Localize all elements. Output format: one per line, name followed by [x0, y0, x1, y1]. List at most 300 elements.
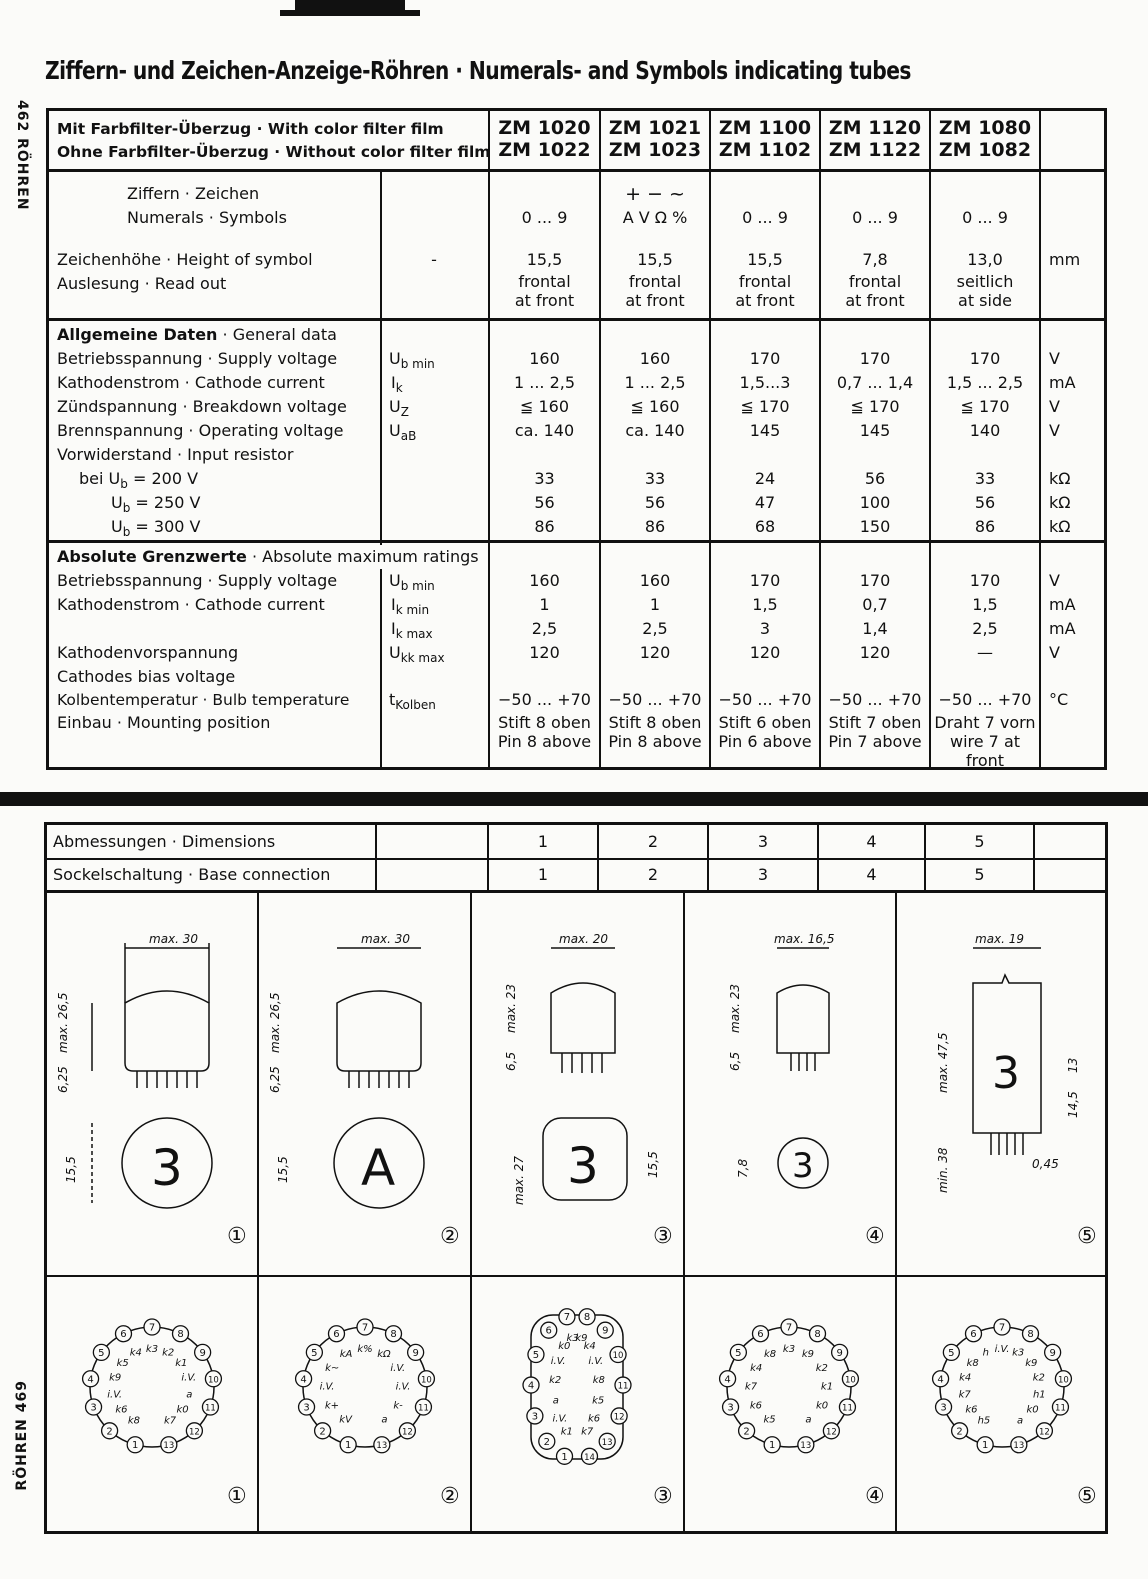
operating-voltage-4: 145: [859, 421, 891, 440]
height-1: 15,5: [526, 250, 563, 269]
electrode-label: k1: [175, 1357, 188, 1369]
tube-header-3: ZM 1100 ZM 1102: [718, 117, 812, 161]
readout-3: frontal at front: [735, 272, 795, 310]
breakdown-voltage-1: ≦ 160: [519, 397, 570, 416]
bias-4: 120: [859, 643, 891, 662]
electrode-label: k~: [325, 1362, 340, 1374]
operating-voltage-5: 140: [969, 421, 1001, 440]
svg-text:max. 19: max. 19: [975, 932, 1025, 946]
resistor-250v-4: 100: [859, 493, 891, 512]
base-number-3: ③: [653, 1484, 673, 1509]
svg-text:15,5: 15,5: [276, 1156, 290, 1183]
pin-number: 1: [131, 1440, 139, 1452]
svg-text:15,5: 15,5: [64, 1156, 78, 1183]
pin-number: 2: [543, 1436, 550, 1448]
electrode-label: k3: [1012, 1347, 1025, 1359]
dimensions-table: [44, 822, 1108, 1534]
readout-5: seitlich at side: [956, 272, 1014, 310]
bias-3: 120: [749, 643, 781, 662]
cathode-current-unit: mA: [1049, 373, 1076, 392]
pin-number: 5: [532, 1350, 540, 1362]
pin-number: 9: [602, 1325, 609, 1337]
dim-num-2: 2: [647, 832, 659, 851]
drawing-number-4: ④: [865, 1224, 885, 1249]
tube-drawing-5: [936, 932, 1080, 1193]
cathode-current-label: Kathodenstrom · Cathode current: [57, 373, 325, 392]
pin-number: 3: [531, 1411, 539, 1423]
drawing-number-2: ②: [440, 1224, 460, 1249]
electrode-label: k0: [558, 1341, 571, 1353]
operating-voltage-1: ca. 140: [514, 421, 575, 440]
pin-number: 3: [90, 1402, 97, 1414]
cathode-current-3: 1,5...3: [739, 373, 791, 392]
bulb-temp-1: −50 ... +70: [498, 690, 591, 709]
svg-text:3: 3: [567, 1137, 599, 1195]
base-num-2: 2: [647, 865, 659, 884]
kmax-5: 2,5: [972, 619, 998, 638]
electrode-label: k2: [162, 1347, 175, 1359]
electrode-label: k7: [958, 1389, 971, 1401]
pin-number: 4: [87, 1374, 94, 1386]
cathode-current-5: 1,5 ... 2,5: [946, 373, 1024, 392]
pin-number: 13: [376, 1441, 388, 1452]
operating-voltage-label: Brennspannung · Operating voltage: [57, 421, 344, 440]
pin-number: 12: [1038, 1427, 1050, 1438]
base-number-5: ⑤: [1077, 1484, 1097, 1509]
scan-mark: [280, 10, 420, 16]
electrode-label: h5: [977, 1415, 991, 1427]
supply-voltage-4: 170: [859, 349, 891, 368]
electrode-label: k8: [127, 1415, 141, 1427]
max-supply-symbol: $U_{b min}$: [389, 571, 435, 594]
breakdown-voltage-symbol: $U_Z$: [389, 397, 409, 420]
data-table: [46, 108, 1107, 770]
supply-voltage-symbol: $U_{b min}$: [389, 349, 435, 372]
breakdown-voltage-3: ≦ 170: [740, 397, 790, 416]
pin-number: 10: [208, 1375, 219, 1386]
mounting-2: Stift 8 oben Pin 8 above: [608, 713, 702, 751]
pin-number: 10: [421, 1375, 432, 1386]
input-resistor-label: Vorwiderstand · Input resistor: [57, 445, 294, 464]
svg-text:3: 3: [992, 1048, 1020, 1099]
symbols-1: 0 ... 9: [521, 208, 568, 227]
pin-number: 3: [727, 1402, 734, 1414]
resistor-200v-5: 33: [974, 469, 996, 488]
pin-number: 2: [743, 1426, 750, 1438]
electrode-label: k8: [764, 1349, 777, 1361]
max-ratings-heading: Absolute Grenzwerte · Absolute maximum ratings: [57, 545, 483, 569]
kmin-unit: mA: [1049, 595, 1076, 614]
bias-label-en: Cathodes bias voltage: [57, 667, 236, 686]
bulb-temp-3: −50 ... +70: [718, 690, 812, 709]
svg-text:6,25: 6,25: [268, 1066, 282, 1093]
pin-number: 6: [333, 1329, 340, 1341]
base-num-1: 1: [537, 865, 549, 884]
breakdown-voltage-5: ≦ 170: [960, 397, 1010, 416]
resistor-200v-3: 24: [754, 469, 776, 488]
electrode-label: kA: [339, 1349, 353, 1361]
svg-text:min. 38: min. 38: [936, 1147, 950, 1193]
side-header-top: 462 RÖHREN: [14, 100, 30, 211]
page-title: Ziffern- und Zeichen-Anzeige-Röhren · Numerals- and Symbols indicating tubes: [45, 56, 911, 85]
resistor-300v-3: 68: [754, 517, 776, 536]
electrode-label: a: [1016, 1415, 1024, 1427]
max-supply-4: 170: [859, 571, 891, 590]
base-number-4: ④: [865, 1484, 885, 1509]
electrode-label: k4: [583, 1341, 596, 1353]
bulb-temp-label: Kolbentemperatur · Bulb temperature: [57, 691, 350, 709]
breakdown-voltage-unit: V: [1049, 397, 1060, 416]
dim-num-4: 4: [866, 832, 877, 851]
pin-number: 11: [842, 1403, 853, 1414]
bulb-temp-5: −50 ... +70: [938, 690, 1032, 709]
pin-number: 2: [956, 1426, 963, 1438]
resistor-300v-2: 86: [644, 517, 666, 536]
numerals-label-en: Numerals · Symbols: [127, 208, 287, 227]
symbols-2: A V Ω %: [622, 208, 688, 227]
operating-voltage-unit: V: [1049, 421, 1060, 440]
pin-number: 4: [527, 1380, 535, 1392]
svg-text:max. 26,5: max. 26,5: [56, 992, 70, 1053]
kmin-4: 0,7: [862, 595, 888, 614]
electrode-label: k8: [966, 1357, 979, 1369]
numerals-label-de: Ziffern · Zeichen: [127, 184, 260, 203]
pin-number: 12: [825, 1427, 837, 1438]
mounting-3: Stift 6 oben Pin 6 above: [718, 713, 812, 751]
kmax-1: 2,5: [531, 619, 558, 638]
electrode-label: k0: [176, 1404, 189, 1416]
electrode-label: k4: [750, 1362, 763, 1374]
supply-voltage-2: 160: [639, 349, 671, 368]
pin-number: 8: [177, 1329, 184, 1341]
svg-text:6,5: 6,5: [504, 1051, 518, 1071]
operating-voltage-2: ca. 140: [625, 421, 685, 440]
pin-number: 6: [545, 1325, 552, 1337]
bias-5: —: [977, 643, 993, 662]
kmax-4: 1,4: [862, 619, 888, 638]
electrode-label: i.V.: [550, 1355, 566, 1367]
pin-number: 9: [1049, 1347, 1056, 1359]
pin-number: 3: [303, 1402, 310, 1414]
pin-number: 11: [617, 1381, 629, 1392]
svg-text:max. 20: max. 20: [559, 932, 609, 946]
base-diagram-5: [933, 1319, 1072, 1453]
svg-text:max. 26,5: max. 26,5: [268, 992, 282, 1053]
electrode-label: i.V.: [319, 1381, 335, 1393]
pin-number: 12: [401, 1427, 413, 1438]
resistor-200v-unit: kΩ: [1049, 469, 1071, 488]
resistor-200v-4: 56: [864, 469, 886, 488]
electrode-label: k8: [592, 1375, 605, 1387]
resistor-300v-5: 86: [974, 517, 996, 536]
base-connection-diagrams: [47, 1277, 1105, 1531]
tube-header-1: ZM 1020 ZM 1022: [498, 117, 591, 161]
bias-unit: V: [1049, 643, 1060, 662]
electrode-label: i.V.: [107, 1389, 123, 1401]
svg-text:max. 27: max. 27: [512, 1155, 526, 1205]
pin-number: 5: [735, 1347, 742, 1359]
max-supply-5: 170: [969, 571, 1001, 590]
resistor-200v-label: bei $U_b = 200$ V: [79, 469, 199, 492]
pin-number: 5: [948, 1347, 955, 1359]
svg-text:A: A: [361, 1139, 396, 1197]
electrode-label: k6: [115, 1404, 128, 1416]
electrode-label: a: [186, 1389, 193, 1401]
mounting-5: Draht 7 vorn wire 7 at front: [934, 713, 1036, 770]
svg-text:6,5: 6,5: [728, 1051, 742, 1071]
kmin-1: 1: [539, 595, 550, 614]
side-header-bottom: RÖHREN 469: [14, 1380, 30, 1491]
pin-number: 8: [814, 1329, 821, 1341]
electrode-label: k0: [1026, 1404, 1039, 1416]
electrode-label: k6: [749, 1400, 762, 1412]
pin-number: 4: [724, 1374, 731, 1386]
electrode-label: k4: [959, 1372, 972, 1384]
pin-number: 9: [836, 1347, 843, 1359]
bulb-temp-4: −50 ... +70: [828, 690, 922, 709]
electrode-label: i.V.: [390, 1362, 406, 1374]
tube-header-4: ZM 1120 ZM 1122: [828, 117, 922, 161]
pin-number: 4: [937, 1374, 944, 1386]
electrode-label: k7: [744, 1381, 758, 1393]
readout-2: frontal at front: [625, 272, 685, 310]
kmin-3: 1,5: [752, 595, 778, 614]
tube-drawing-4: [728, 932, 835, 1188]
electrode-label: k-: [393, 1400, 403, 1412]
pin-number: 8: [1027, 1329, 1034, 1341]
electrode-label: k5: [592, 1395, 605, 1407]
breakdown-voltage-2: ≦ 160: [630, 397, 680, 416]
height-4: 7,8: [862, 250, 888, 269]
electrode-label: k5: [763, 1414, 776, 1426]
pin-number: 7: [148, 1322, 156, 1334]
base-diagram-1: [83, 1319, 222, 1453]
svg-text:3: 3: [792, 1146, 814, 1186]
pin-number: 13: [800, 1441, 812, 1452]
svg-text:3: 3: [151, 1139, 183, 1197]
pin-number: 12: [613, 1412, 625, 1423]
pin-number: 8: [390, 1329, 397, 1341]
electrode-label: k6: [588, 1413, 601, 1425]
pin-number: 1: [561, 1451, 568, 1463]
kmax-2: 2,5: [642, 619, 668, 638]
electrode-label: k5: [116, 1357, 129, 1369]
svg-text:max. 47,5: max. 47,5: [936, 1032, 950, 1093]
pin-number: 7: [998, 1322, 1006, 1334]
tube-drawing-2: [268, 932, 424, 1208]
electrode-label: k7: [581, 1426, 594, 1438]
drawing-number-5: ⑤: [1077, 1224, 1097, 1249]
symbols-4: 0 ... 9: [852, 208, 898, 227]
tube-header-2: ZM 1021 ZM 1023: [608, 117, 702, 161]
height-label: Zeichenhöhe · Height of symbol: [57, 250, 313, 269]
resistor-300v-4: 150: [859, 517, 891, 536]
pin-number: 1: [768, 1440, 776, 1452]
kmax-unit: mA: [1049, 619, 1076, 638]
drawing-number-1: ①: [227, 1224, 247, 1249]
without-filter-label: Ohne Farbfilter-Überzug · Without color filter film: [57, 143, 491, 161]
height-symbol: -: [431, 250, 437, 269]
pin-number: 10: [845, 1375, 856, 1386]
readout-label: Auslesung · Read out: [57, 274, 227, 293]
resistor-300v-unit: kΩ: [1049, 517, 1071, 536]
max-supply-1: 160: [529, 571, 560, 590]
electrode-label: k6: [965, 1404, 978, 1416]
kmax-3: 3: [759, 619, 771, 638]
electrode-label: k1: [820, 1381, 834, 1393]
electrode-label: i.V.: [181, 1372, 197, 1384]
symbols-5: 0 ... 9: [962, 208, 1008, 227]
electrode-label: kΩ: [377, 1349, 391, 1361]
svg-text:max. 23: max. 23: [728, 983, 742, 1033]
symbols-3: 0 ... 9: [742, 208, 788, 227]
pin-number: 7: [785, 1322, 793, 1334]
electrode-label: k2: [815, 1362, 828, 1374]
cathode-current-1: 1 ... 2,5: [513, 373, 576, 392]
pin-number: 10: [1058, 1375, 1069, 1386]
svg-text:max. 30: max. 30: [361, 932, 411, 946]
electrode-label: k1: [560, 1426, 573, 1438]
svg-text:6,25: 6,25: [56, 1066, 70, 1093]
resistor-300v-1: 86: [534, 517, 555, 536]
pin-number: 10: [612, 1351, 624, 1362]
electrode-label: k3: [145, 1344, 159, 1355]
mounting-4: Stift 7 oben Pin 7 above: [828, 713, 922, 751]
electrode-label: k9: [801, 1349, 814, 1361]
supply-voltage-1: 160: [529, 349, 560, 368]
svg-text:max. 16,5: max. 16,5: [774, 932, 835, 946]
electrode-label: k0: [816, 1400, 829, 1412]
general-data-heading: Allgemeine Daten · General data: [57, 325, 337, 344]
pin-number: 7: [563, 1312, 571, 1324]
resistor-300v-label: $U_b = 300$ V: [111, 517, 201, 540]
with-filter-label: Mit Farbfilter-Überzug · With color filter film: [57, 120, 444, 138]
resistor-250v-3: 47: [754, 493, 776, 512]
bulb-temp-unit: °C: [1049, 690, 1069, 709]
pin-number: 14: [584, 1452, 595, 1463]
pin-number: 13: [163, 1441, 175, 1452]
cathode-current-symbol: $I_k$: [391, 373, 403, 396]
svg-text:max. 30: max. 30: [149, 932, 199, 946]
drawing-number-3: ③: [653, 1224, 673, 1249]
base-diagram-2: [296, 1319, 435, 1453]
electrode-label: i.V.: [588, 1355, 604, 1367]
separator-bar: [0, 792, 1148, 806]
supply-voltage-label: Betriebsspannung · Supply voltage: [57, 349, 338, 368]
readout-4: frontal at front: [845, 272, 905, 310]
pin-number: 11: [1055, 1403, 1066, 1414]
pin-number: 6: [970, 1329, 977, 1341]
electrode-label: i.V.: [552, 1413, 568, 1425]
operating-voltage-symbol: $U_{aB}$: [389, 421, 417, 444]
mounting-label: Einbau · Mounting position: [57, 713, 271, 732]
max-supply-unit: V: [1049, 571, 1060, 590]
electrode-label: k2: [549, 1375, 562, 1387]
electrode-label: a: [805, 1414, 812, 1426]
height-5: 13,0: [967, 250, 1003, 269]
electrode-label: h: [982, 1347, 989, 1359]
pin-number: 6: [757, 1329, 764, 1341]
kmin-2: 1: [649, 595, 661, 614]
electrode-label: i.V.: [395, 1381, 411, 1393]
breakdown-voltage-4: ≦ 170: [850, 397, 900, 416]
tube-header-5: ZM 1080 ZM 1082: [938, 117, 1032, 161]
electrode-label: k+: [324, 1400, 339, 1412]
pin-number: 2: [319, 1426, 326, 1438]
bulb-temp-2: −50 ... +70: [608, 690, 702, 709]
electrode-label: k9: [1025, 1357, 1038, 1369]
bias-1: 120: [529, 643, 560, 662]
supply-voltage-unit: V: [1049, 349, 1060, 368]
supply-voltage-3: 170: [749, 349, 781, 368]
base-num-4: 4: [866, 865, 877, 884]
electrode-label: k4: [129, 1347, 142, 1359]
pin-number: 5: [98, 1347, 105, 1359]
max-supply-3: 170: [749, 571, 781, 590]
base-diagram-3: [523, 1309, 631, 1465]
electrode-label: i.V.: [994, 1344, 1010, 1355]
bias-label-de: Kathodenvorspannung: [57, 643, 239, 662]
pin-number: 8: [583, 1312, 591, 1324]
pin-number: 6: [120, 1329, 127, 1341]
resistor-250v-unit: kΩ: [1049, 493, 1071, 512]
electrode-label: k%: [357, 1344, 373, 1355]
electrode-label: k3: [566, 1333, 579, 1345]
electrode-label: k9: [575, 1333, 588, 1345]
pin-number: 13: [1013, 1441, 1025, 1452]
operating-voltage-3: 145: [749, 421, 781, 440]
electrode-label: a: [381, 1414, 388, 1426]
base-diagram-4: [720, 1319, 859, 1453]
base-number-2: ②: [440, 1484, 460, 1509]
pin-number: 9: [412, 1347, 419, 1359]
pin-number: 5: [311, 1347, 318, 1359]
pin-number: 11: [418, 1403, 429, 1414]
tube-drawing-1: [56, 932, 212, 1208]
electrode-label: k9: [109, 1372, 122, 1384]
pin-number: 1: [981, 1440, 989, 1452]
svg-text:13: 13: [1066, 1057, 1080, 1073]
bulb-temp-symbol: $t_{Kolben}$: [389, 690, 436, 713]
pin-number: 13: [601, 1437, 613, 1448]
resistor-200v-2: 33: [644, 469, 666, 488]
electrode-label: k2: [1032, 1372, 1045, 1384]
pin-number: 3: [940, 1402, 947, 1414]
max-supply-label: Betriebsspannung · Supply voltage: [57, 571, 338, 590]
pin-number: 1: [344, 1440, 352, 1452]
dim-num-1: 1: [537, 832, 549, 851]
pin-number: 7: [361, 1322, 369, 1334]
svg-text:0,45: 0,45: [1032, 1157, 1059, 1171]
base-num-5: 5: [974, 865, 985, 884]
pin-number: 11: [205, 1403, 216, 1414]
resistor-200v-1: 33: [534, 469, 555, 488]
svg-text:14,5: 14,5: [1066, 1091, 1080, 1118]
resistor-250v-5: 56: [974, 493, 996, 512]
mounting-1: Stift 8 oben Pin 8 above: [497, 713, 592, 751]
pin-number: 12: [188, 1427, 200, 1438]
dim-num-3: 3: [757, 832, 769, 851]
height-3: 15,5: [747, 250, 783, 269]
symbols-top: + − ~: [625, 183, 685, 205]
kmax-symbol: $I_{k max}$: [391, 619, 433, 642]
pin-number: 9: [199, 1347, 206, 1359]
svg-text:15,5: 15,5: [646, 1151, 660, 1178]
cathode-current-2: 1 ... 2,5: [624, 373, 686, 392]
kmin-5: 1,5: [972, 595, 998, 614]
resistor-250v-2: 56: [644, 493, 666, 512]
tube-drawing-3: [504, 932, 660, 1205]
